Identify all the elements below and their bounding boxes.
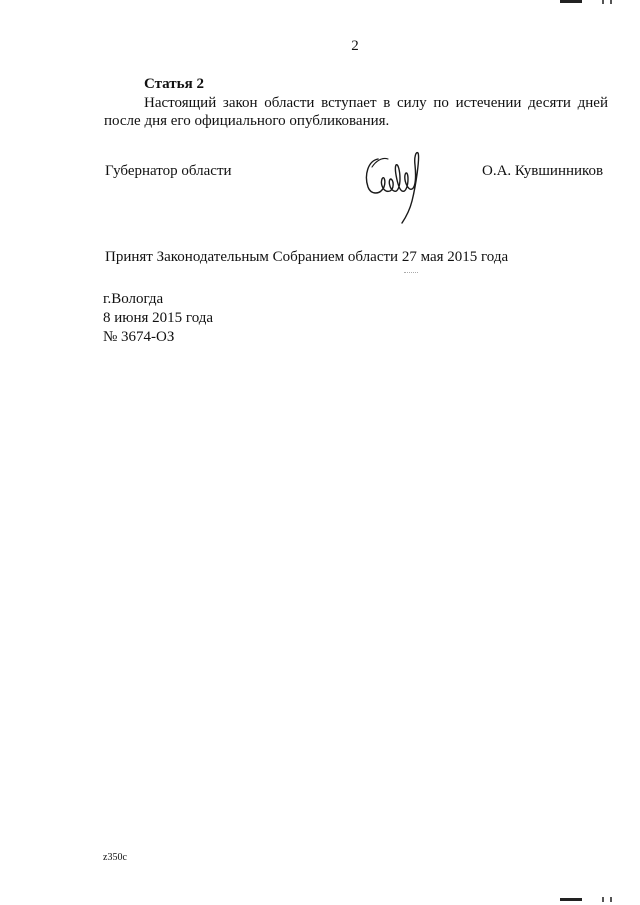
signer-position: Губернатор области: [105, 163, 232, 179]
article-body: Настоящий закон области вступает в силу по истечении десяти дней после дня его официального опубликования.: [104, 95, 608, 129]
adopted-statement: Принят Законодательным Собранием области 27 мая 2015 года: [105, 249, 509, 265]
scan-mark: [610, 0, 612, 4]
signer-name: О.А. Кувшинников: [482, 163, 604, 179]
scan-artifact: [404, 272, 418, 275]
law-number: № 3674-ОЗ: [103, 329, 175, 345]
footer-code: z350c: [103, 852, 127, 863]
scan-mark: [602, 897, 604, 902]
city: г.Вологда: [103, 291, 164, 307]
article-title: Статья 2: [144, 76, 204, 92]
page-number: 2: [351, 38, 359, 54]
scan-mark: [610, 897, 612, 902]
place-date-block: [103, 290, 213, 347]
scan-mark: [560, 0, 582, 3]
scan-mark: [560, 898, 582, 901]
scan-mark: [602, 0, 604, 4]
signature-icon: [358, 145, 436, 225]
law-date: 8 июня 2015 года: [103, 310, 214, 326]
